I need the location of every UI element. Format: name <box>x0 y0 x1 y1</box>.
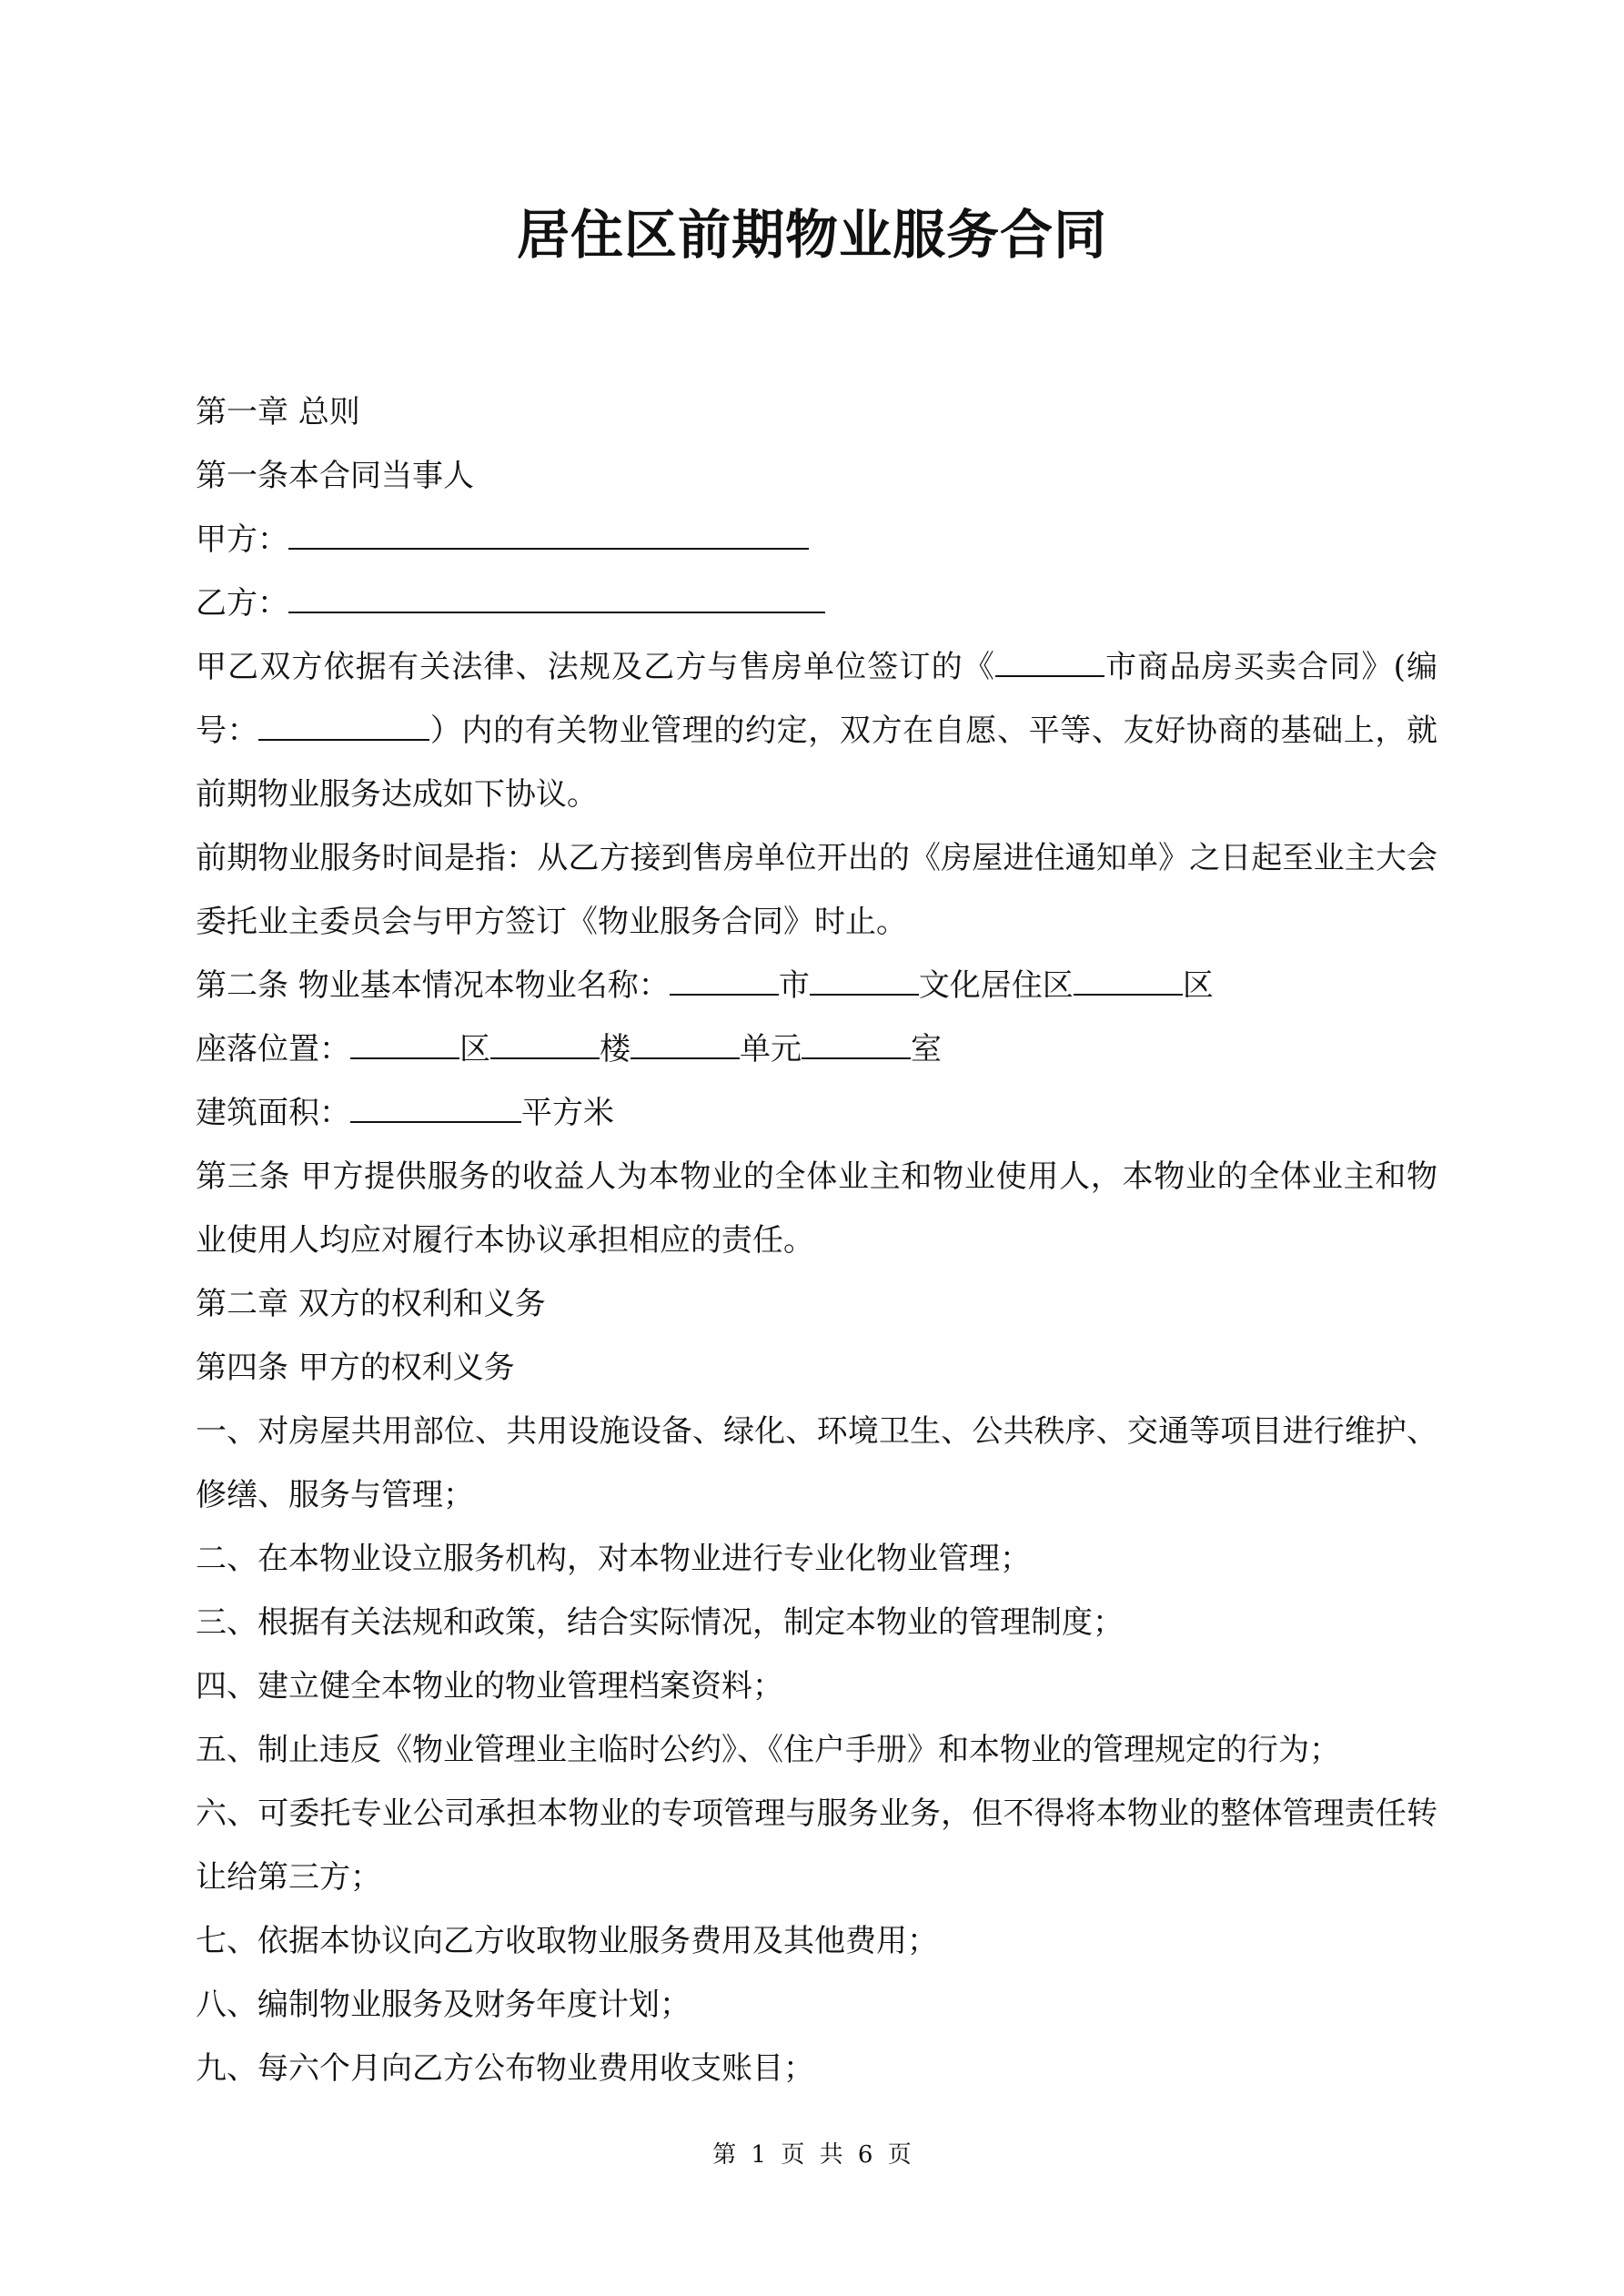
chapter-heading: 第一章 总则 <box>196 394 360 430</box>
list-item: 二、在本物业设立服务机构，对本物业进行专业化物业管理； <box>196 1541 1031 1577</box>
list-item: 三、根据有关法规和政策，结合实际情况，制定本物业的管理制度； <box>196 1604 1124 1641</box>
article2-prefix: 第二条 物业基本情况本物业名称： <box>196 967 670 1004</box>
party-a-label: 甲方： <box>196 521 288 558</box>
property-name-blank <box>810 966 919 996</box>
article3-paragraph: 第三条 甲方提供服务的收益人为本物业的全体业主和物业使用人，本物业的全体业主和物业使用人均应对履行本协议承担相应的责任。 <box>196 1158 1437 1259</box>
location-unit-blank <box>630 1030 740 1059</box>
location-room: 室 <box>911 1031 942 1067</box>
area-blank <box>350 1094 521 1123</box>
location-lou-blank <box>490 1030 600 1059</box>
list-item: 四、建立健全本物业的物业管理档案资料； <box>196 1668 783 1704</box>
intro-paragraph <box>196 635 1437 826</box>
party-b-label: 乙方： <box>196 585 288 622</box>
list-item: 五、制止违反《物业管理业主临时公约》、《住户手册》和本物业的管理规定的行为； <box>196 1732 1340 1768</box>
article-heading: 第四条 甲方的权利义务 <box>196 1350 515 1386</box>
property-city-blank <box>670 966 779 996</box>
intro-text-2: 市商品房买卖合同》(编号： <box>196 649 1438 749</box>
location-label: 座落位置： <box>196 1031 350 1067</box>
contract-city-blank <box>995 648 1105 677</box>
list-item: 七、依据本协议向乙方收取物业服务费用及其他费用； <box>196 1923 938 1959</box>
party-b-blank <box>288 584 825 613</box>
party-a-blank <box>288 521 809 550</box>
party-a-line <box>196 508 1437 571</box>
location-qu: 区 <box>459 1031 490 1067</box>
list-item: 六、可委托专业公司承担本物业的专项管理与服务业务，但不得将本物业的整体管理责任转让给第三方； <box>196 1795 1437 1896</box>
list-item: 九、每六个月向乙方公布物业费用收支账目； <box>196 2050 814 2087</box>
intro-text-3: ）内的有关物业管理的约定，双方在自愿、平等、友好协商的基础上，就前期物业服务达成如下协议。 <box>196 713 1438 813</box>
intro-text-1: 甲乙双方依据有关法律、法规及乙方与售房单位签订的《 <box>196 649 995 685</box>
location-room-blank <box>802 1030 911 1059</box>
location-unit: 单元 <box>740 1031 802 1067</box>
contract-number-blank <box>258 712 429 741</box>
area-line <box>196 1081 1437 1145</box>
area-unit: 平方米 <box>521 1095 614 1131</box>
property-district-blank <box>1074 966 1183 996</box>
area-label: 建筑面积： <box>196 1095 350 1131</box>
document-body <box>196 380 1437 2100</box>
list-item: 八、编制物业服务及财务年度计划； <box>196 1987 691 2023</box>
page-number: 第 1 页 共 6 页 <box>712 2141 912 2169</box>
location-lou: 楼 <box>600 1031 630 1067</box>
article2-city: 市 <box>778 967 810 1004</box>
list-item: 一、对房屋共用部位、共用设施设备、绿化、环境卫生、公共秩序、交通等项目进行维护、修缮、服务与管理； <box>196 1413 1437 1513</box>
location-qu-blank <box>350 1030 459 1059</box>
article-heading: 第一条本合同当事人 <box>196 458 474 494</box>
chapter-heading: 第二章 双方的权利和义务 <box>196 1286 546 1322</box>
article2-area: 文化居住区 <box>918 967 1074 1004</box>
article2-district: 区 <box>1182 967 1214 1004</box>
article2-line <box>196 954 1437 1017</box>
document-title: 居住区前期物业服务合同 <box>516 204 1107 266</box>
party-b-line <box>196 571 1437 635</box>
service-period-paragraph: 前期物业服务时间是指：从乙方接到售房单位开出的《房屋进住通知单》之日起至业主大会委托业主委员会与甲方签订《物业服务合同》时止。 <box>196 840 1437 940</box>
location-line <box>196 1017 1437 1081</box>
